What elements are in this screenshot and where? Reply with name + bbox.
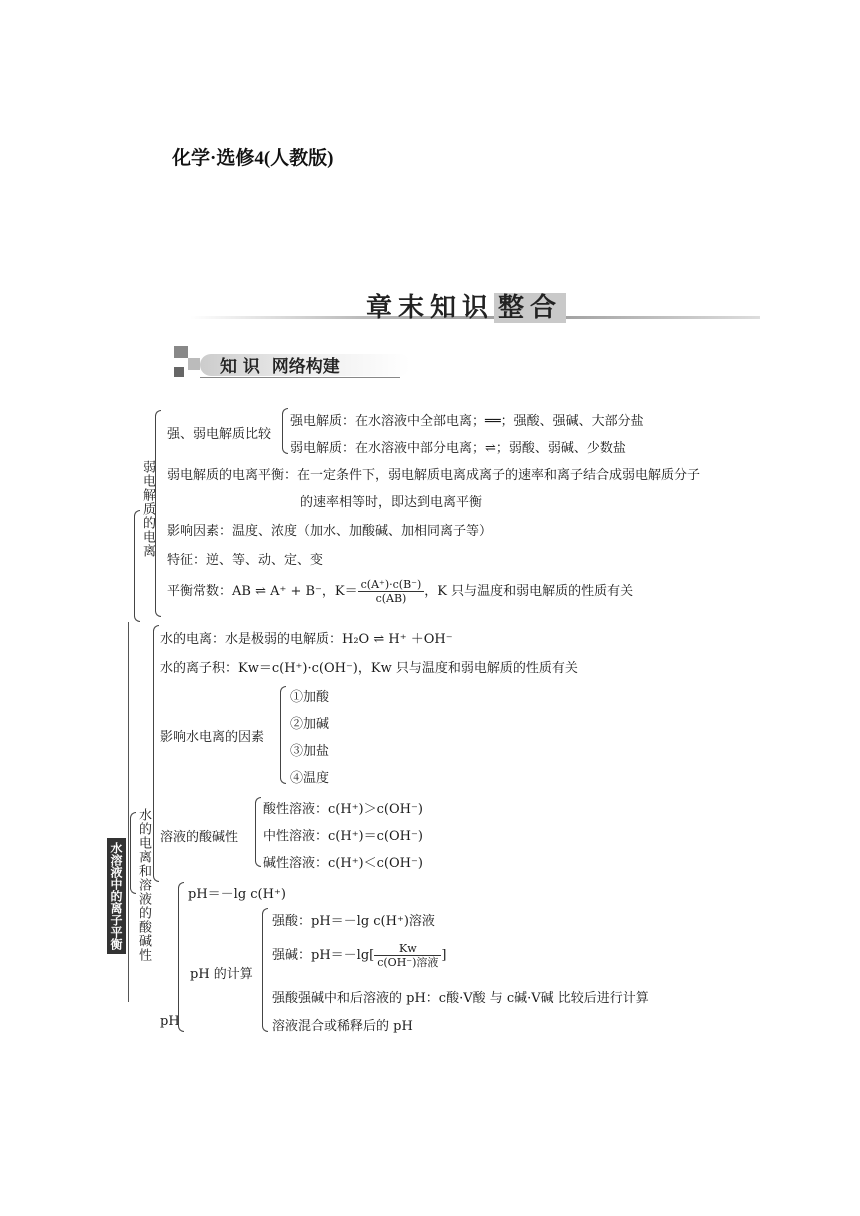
subbanner-part1: 知 识 [220,357,260,377]
water-factor-item: ③加盐 [290,744,330,759]
constant-suffix: ，K 只与温度和弱电解质的性质有关 [424,584,634,599]
strong-base-fraction [374,942,441,969]
subbanner-title [220,352,340,377]
strong-base-prefix: 强碱：pH＝－lg[ [272,948,375,963]
equilibrium-features: 特征：逆、等、动、定、变 [167,553,324,568]
section2-inner-label: 水的电离和溶液的酸碱性 [136,808,151,962]
section2-brace [153,625,159,882]
ph-definition: pH＝－lg c(H⁺) [188,887,286,902]
compare-brace [282,408,288,454]
acidity-label: 溶液的酸碱性 [160,830,239,845]
banner-title-part1: 章末知识 [366,293,495,323]
ph-strong-base [272,942,446,969]
compare-label: 强、弱电解质比较 [167,427,272,442]
subbanner-rule [200,377,400,378]
section2-outer-label: 水溶液中的离子平衡 [107,838,126,954]
water-factors-brace [280,686,286,784]
section1-label: 弱电解质的电离 [140,460,155,558]
strong-electrolyte: 强电解质：在水溶液中全部电离；══；强酸、强碱、大部分盐 [290,414,644,429]
section2-outer-line [128,622,129,1002]
constant-fraction [358,578,425,605]
banner-title-highlight: 整合 [494,293,566,323]
ion-product: 水的离子积：Kw＝c(H⁺)·c(OH⁻)，Kw 只与温度和弱电解质的性质有关 [160,661,578,676]
ph-neutralization: 强酸强碱中和后溶液的 pH：c酸·V酸 与 c碱·V碱 比较后进行计算 [272,991,649,1006]
section1-brace [155,410,161,617]
water-factor-item: ④温度 [290,771,330,786]
ph-strong-acid: 强酸：pH＝－lg c(H⁺)溶液 [272,914,435,929]
ph-label: pH [160,1014,180,1029]
ph-mixing: 溶液混合或稀释后的 pH [272,1019,413,1034]
acidity-item: 碱性溶液：c(H⁺)＜c(OH⁻) [263,856,423,871]
water-factor-item: ①加酸 [290,690,330,705]
ionization-equilibrium-line1: 弱电解质的电离平衡：在一定条件下，弱电解质电离成离子的速率和离子结合成弱电解质分子 [167,468,701,483]
ph-brace [178,882,184,1032]
ph-calc-brace [262,908,268,1032]
water-factor-item: ②加碱 [290,717,330,732]
constant-prefix: 平衡常数：AB ⇌ A⁺ + B⁻，K＝ [167,584,358,599]
strong-base-denominator: c(OH⁻)溶液 [377,956,439,969]
weak-electrolyte: 弱电解质：在水溶液中部分电离；⇌；弱酸、弱碱、少数盐 [290,441,626,456]
water-ionization: 水的电离：水是极弱的电解质：H₂O ⇌ H⁺ ＋OH⁻ [160,632,453,647]
equilibrium-constant [167,578,633,605]
acidity-item: 中性溶液：c(H⁺)＝c(OH⁻) [263,829,423,844]
ionization-equilibrium-line2: 的速率相等时，即达到电离平衡 [300,495,483,510]
ph-calc-label: pH 的计算 [190,967,253,982]
constant-numerator: c(A⁺)·c(B⁻) [358,578,425,592]
acidity-item: 酸性溶液：c(H⁺)＞c(OH⁻) [263,802,423,817]
banner-title [366,287,566,324]
deco-square-icon [174,367,184,377]
constant-denominator: c(AB) [375,592,407,605]
subbanner-part2: 网络构建 [271,357,340,377]
deco-square-icon [188,358,200,370]
strong-base-numerator: Kw [374,942,441,956]
influence-factors: 影响因素：温度、浓度（加水、加酸碱、加相同离子等） [167,524,493,539]
water-factors-label: 影响水电离的因素 [160,730,265,745]
acidity-brace [255,797,261,867]
page-header-title: 化学·选修4(人教版) [172,148,334,169]
strong-base-suffix: ] [441,948,447,963]
deco-square-icon [174,346,188,358]
